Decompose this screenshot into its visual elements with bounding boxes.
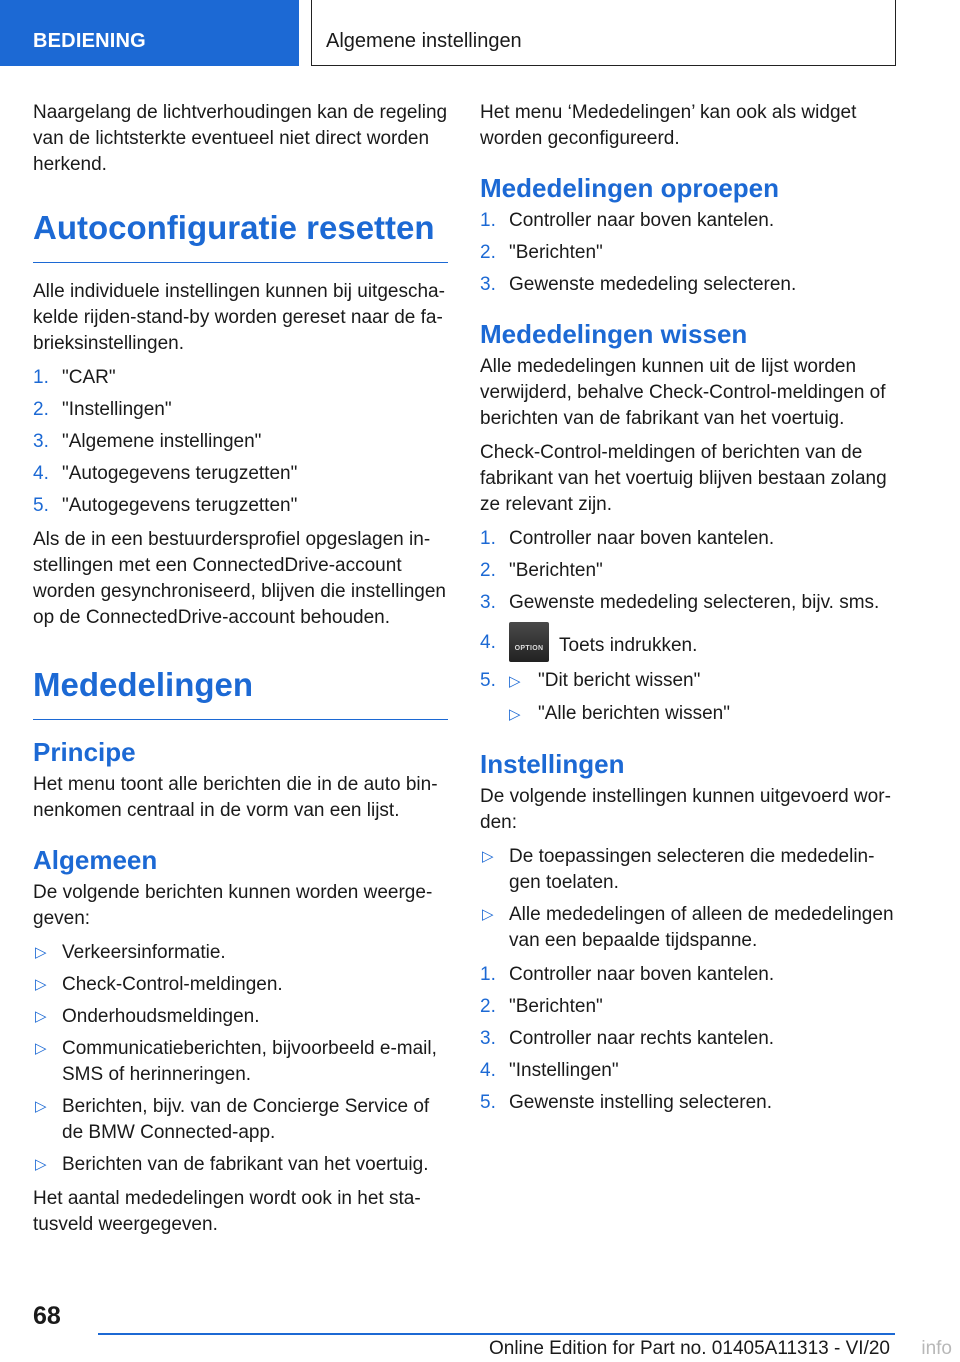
principe-paragraph: Het menu toont alle berichten die in de auto binnenkomen centraal in de vorm van een lijst.	[33, 774, 438, 821]
step-item	[33, 461, 448, 487]
reset-paragraph: Alle individuele instellingen kunnen bij uitgeschakelde rijden-stand-by worden gereset naar de fabrieksinstellingen.	[33, 281, 445, 354]
triangle-bullet-icon: ▷	[35, 976, 47, 993]
step-text: "Instellingen"	[62, 399, 172, 420]
heading-oproepen: Mededelingen oproepen	[480, 173, 780, 203]
step-text: "Algemene instellingen"	[62, 431, 262, 452]
footer-rule	[98, 1333, 895, 1335]
step-item: 2. "Berichten"	[480, 994, 895, 1020]
step-item: 3. Gewenste mededeling selecteren, bijv. sms.	[480, 590, 895, 616]
oproepen-steps	[480, 208, 895, 298]
list-item: ▷ Onderhoudsmeldingen.	[33, 1004, 448, 1030]
heading-principe: Principe	[33, 737, 136, 767]
page-header	[0, 0, 960, 66]
step-item: 3. Controller naar rechts kantelen.	[480, 1026, 895, 1052]
widget-paragraph: Het menu ‘Mededelingen’ kan ook als widget worden geconfigureerd.	[480, 102, 857, 149]
step-item: 1. Controller naar boven kantelen.	[480, 208, 895, 234]
step-text: "Autogegevens terugzetten"	[62, 463, 298, 484]
list-item: ▷ Communicatieberichten, bijvoorbeeld e-mail, SMS of herinneringen.	[35, 1038, 437, 1085]
step-number: 5.	[33, 495, 49, 516]
triangle-bullet-icon: ▷	[482, 848, 494, 865]
step-number: 3.	[480, 592, 496, 613]
step-item: 5. Gewenste instelling selecteren.	[480, 1090, 895, 1116]
step-item: 2. "Berichten"	[480, 240, 895, 266]
right-column	[480, 100, 895, 1124]
step-number: 5.	[480, 1092, 496, 1113]
step-item: 4. OPTION Toets indrukken.	[480, 630, 895, 662]
watermark: info	[921, 1338, 952, 1359]
option-button-icon: OPTION	[509, 622, 549, 662]
algemeen-list	[33, 940, 448, 1178]
edition-text: Online Edition for Part no. 01405A11313 - VI/20	[488, 1338, 890, 1359]
list-item: ▷ Alle mededelingen of alleen de mededelingen van een bepaalde tijdspanne.	[482, 904, 894, 951]
step-number: 4.	[480, 1060, 496, 1081]
heading-autoconfig-reset: Autoconfiguratie resetten	[33, 208, 448, 263]
instellingen-paragraph: De volgende instellingen kunnen uitgevoerd worden:	[480, 786, 891, 833]
step-number: 2.	[33, 399, 49, 420]
step-number: 1.	[480, 964, 496, 985]
step-number: 4.	[480, 632, 496, 653]
algemeen-paragraph: De volgende berichten kunnen worden weergegeven:	[33, 882, 433, 929]
step-number: 4.	[33, 463, 49, 484]
step-item	[33, 429, 448, 455]
reset-steps	[33, 365, 448, 519]
triangle-bullet-icon: ▷	[509, 673, 521, 690]
page-footer	[0, 1290, 960, 1362]
chapter-title: Algemene instellingen	[311, 0, 896, 66]
wissen-steps	[480, 526, 895, 728]
step-number: 2.	[480, 560, 496, 581]
instellingen-list	[480, 844, 895, 954]
heading-instellingen: Instellingen	[480, 749, 625, 779]
wissen-paragraph-2: Check-Control-meldingen of berichten van de fabrikant van het voertuig blijven bestaan zolang ze relevant zijn.	[480, 442, 887, 515]
instellingen-steps	[480, 962, 895, 1116]
triangle-bullet-icon: ▷	[35, 1008, 47, 1025]
step-item	[33, 397, 448, 423]
step-number: 3.	[33, 431, 49, 452]
heading-mededelingen: Mededelingen	[33, 665, 448, 720]
list-item: ▷ Check-Control-meldingen.	[33, 972, 448, 998]
step-item: 1. Controller naar boven kantelen.	[480, 962, 895, 988]
step-text: "Autogegevens terugzetten"	[62, 495, 298, 516]
triangle-bullet-icon: ▷	[35, 1098, 47, 1115]
step-number: 3.	[480, 1028, 496, 1049]
triangle-bullet-icon: ▷	[35, 1156, 47, 1173]
step-number: 1.	[480, 528, 496, 549]
step-item	[33, 365, 448, 391]
step-number: 2.	[480, 242, 496, 263]
triangle-bullet-icon: ▷	[35, 1040, 47, 1057]
step-item: 1. Controller naar boven kantelen.	[480, 526, 895, 552]
wissen-paragraph-1: Alle mededelingen kunnen uit de lijst worden verwijderd, behalve Check-Control-meldingen of berichten van de fabrikant van het voertuig.	[480, 356, 886, 429]
list-item: ▷ De toepassingen selecteren die mededelingen toelaten.	[482, 846, 875, 893]
step-item: 3. Gewenste mededeling selecteren.	[480, 272, 895, 298]
list-item: ▷ Verkeersinformatie.	[33, 940, 448, 966]
page-number: 68	[33, 1302, 61, 1330]
step-number: 5.	[480, 670, 496, 691]
step-item: 2. "Berichten"	[480, 558, 895, 584]
step-number: 3.	[480, 274, 496, 295]
step-number: 2.	[480, 996, 496, 1017]
step-item: 5. ▷ "Dit bericht wissen"	[480, 668, 895, 695]
triangle-bullet-icon: ▷	[509, 706, 521, 723]
intro-paragraph: Naargelang de lichtverhoudingen kan de regeling van de lichtsterkte eventueel niet direct worden herkend.	[33, 102, 448, 175]
algemeen-note: Het aantal mededelingen wordt ook in het statusveld weergegeven.	[33, 1188, 421, 1235]
list-item: ▷ Berichten van de fabrikant van het voertuig.	[33, 1152, 448, 1178]
section-tab: BEDIENING	[0, 0, 299, 66]
step-text: "CAR"	[62, 367, 116, 388]
step-item: 4. "Instellingen"	[480, 1058, 895, 1084]
left-column	[33, 100, 448, 1246]
step-item	[33, 493, 448, 519]
list-item: ▷ Berichten, bijv. van de Concierge Service of de BMW Connected-app.	[35, 1096, 430, 1143]
triangle-bullet-icon: ▷	[35, 944, 47, 961]
step-item: ▷ "Alle berichten wissen"	[480, 701, 895, 728]
heading-algemeen: Algemeen	[33, 845, 158, 875]
step-number: 1.	[33, 367, 49, 388]
step-number: 1.	[480, 210, 496, 231]
triangle-bullet-icon: ▷	[482, 906, 494, 923]
heading-wissen: Mededelingen wissen	[480, 319, 748, 349]
reset-note: Als de in een bestuurdersprofiel opgeslagen instellingen met een ConnectedDrive-account worden gesynchroniseerd, blijven die instellingen op de ConnectedDrive-account behouden.	[33, 529, 446, 628]
